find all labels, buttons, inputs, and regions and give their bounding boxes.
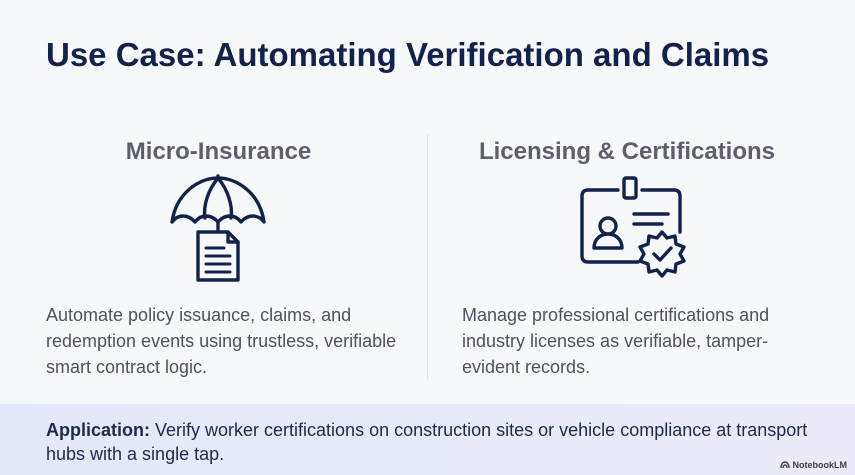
notebooklm-logo-icon bbox=[780, 461, 790, 469]
application-label: Application: bbox=[46, 420, 150, 440]
application-body: Verify worker certifications on construction sites or vehicle compliance at transport hubs with a single tap. bbox=[46, 420, 808, 464]
umbrella-document-icon bbox=[168, 172, 268, 284]
column-divider bbox=[427, 134, 428, 380]
id-badge-certified-icon bbox=[578, 176, 694, 280]
licensing-heading: Licensing & Certifications bbox=[478, 138, 776, 165]
slide-title: Use Case: Automating Verification and Claims bbox=[46, 36, 770, 73]
brand-watermark bbox=[780, 460, 848, 470]
licensing-description: Manage professional certifications and industry licenses as verifiable, tamper-evident records. bbox=[462, 305, 770, 377]
micro-insurance-description: Automate policy issuance, claims, and redemption events using trustless, verifiable smart contract logic. bbox=[46, 305, 397, 377]
application-text bbox=[46, 418, 816, 466]
micro-insurance-heading: Micro-Insurance bbox=[125, 138, 312, 165]
brand-label: NotebookLM bbox=[792, 460, 847, 470]
